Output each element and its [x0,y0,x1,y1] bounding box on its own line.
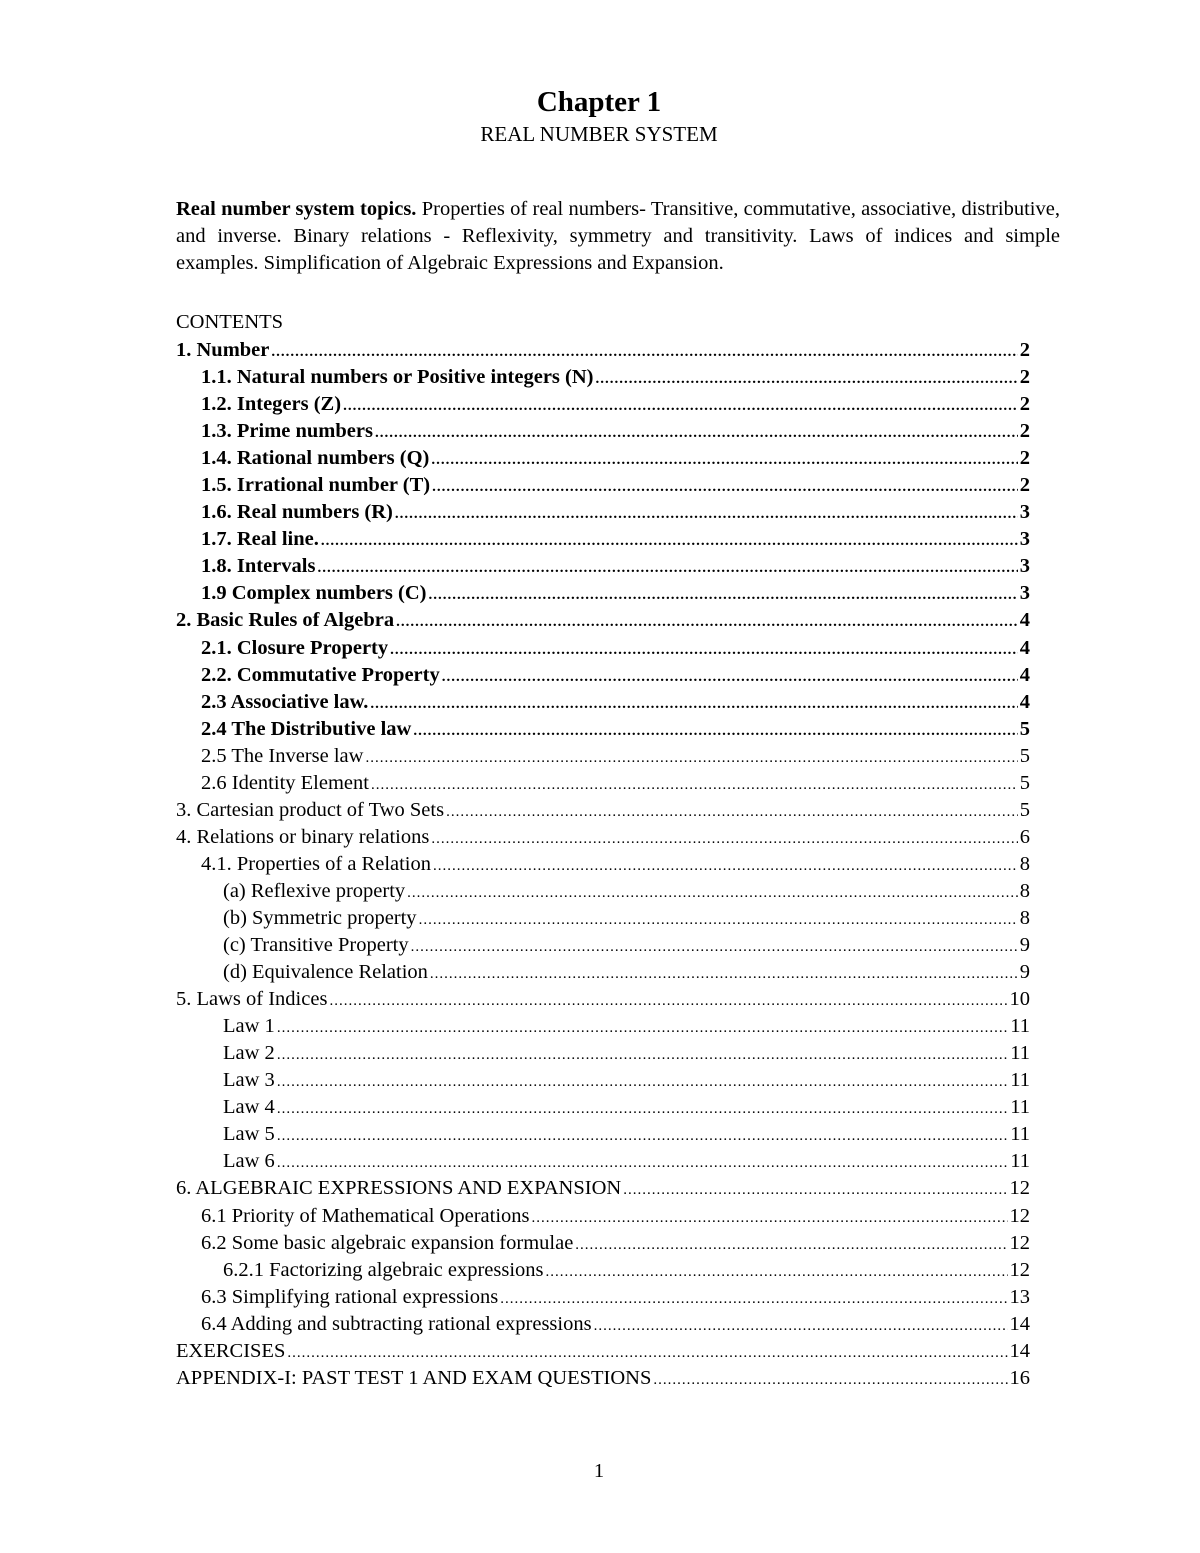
toc-entry-page: 6 [1019,825,1030,848]
intro-lead: Real number system topics. [176,197,417,220]
toc-entry-label: 1.8. Intervals [201,555,316,578]
toc-entry[interactable] [176,1148,1030,1175]
toc-dot-leader [431,826,1017,851]
toc-dot-leader [546,1259,1008,1284]
toc-dot-leader [594,1313,1008,1338]
toc-dot-leader [411,934,1018,959]
toc-dot-leader [446,799,1018,824]
toc-entry-page: 12 [1009,1204,1030,1227]
toc-entry-page: 3 [1019,501,1030,524]
toc-entry-page: 4 [1019,663,1030,686]
toc-entry-label: 2.2. Commutative Property [201,663,440,686]
toc-entry[interactable] [176,418,1030,445]
toc-entry[interactable] [176,932,1030,959]
toc-dot-leader [371,772,1018,797]
toc-entry-label: Law 3 [223,1069,275,1092]
toc-entry-label: Law 5 [223,1123,275,1146]
toc-entry-page: 4 [1019,636,1030,659]
toc-entry-label: 1.5. Irrational number (T) [201,474,431,497]
toc-entry-label: APPENDIX-I: PAST TEST 1 AND EXAM QUESTIONS [176,1366,652,1389]
toc-entry-page: 5 [1019,771,1030,794]
toc-entry-page: 5 [1019,717,1030,740]
toc-dot-leader [277,1150,1008,1175]
toc-entry[interactable] [176,1365,1030,1392]
toc-entry[interactable] [176,797,1030,824]
toc-entry[interactable] [176,1284,1030,1311]
toc-dot-leader [419,907,1018,932]
toc-entry[interactable] [176,553,1030,580]
toc-entry-page: 8 [1019,906,1030,929]
toc-entry[interactable] [176,337,1030,364]
toc-entry[interactable] [176,391,1030,418]
toc-entry-page: 4 [1019,690,1030,713]
toc-entry[interactable] [176,1338,1030,1365]
toc-dot-leader [277,1123,1008,1148]
toc-entry-label: 2.1. Closure Property [201,636,389,659]
toc-entry-page: 4 [1019,609,1030,632]
toc-entry[interactable] [176,878,1030,905]
chapter-title: Chapter 1 [536,86,662,118]
toc-entry-label: Law 2 [223,1042,275,1065]
toc-entry[interactable] [176,635,1030,662]
toc-dot-leader [431,447,1017,472]
toc-entry[interactable] [176,1013,1030,1040]
toc-entry-page: 10 [1009,988,1030,1011]
toc-entry-label: 2.6 Identity Element [201,771,369,794]
toc-dot-leader [432,474,1018,499]
toc-dot-leader [413,718,1017,743]
toc-dot-leader [277,1069,1008,1094]
toc-entry-label: 1.6. Real numbers (R) [201,501,393,524]
toc-entry[interactable] [176,905,1030,932]
toc-entry-label: (d) Equivalence Relation [223,961,428,984]
toc-entry-page: 3 [1019,555,1030,578]
toc-entry-page: 8 [1019,879,1030,902]
toc-dot-leader [390,637,1018,662]
page-number: 1 [593,1460,605,1482]
toc-dot-leader [396,609,1018,634]
toc-entry-label: 1.1. Natural numbers or Positive integers (N) [201,366,594,389]
toc-dot-leader [653,1367,1007,1392]
toc-entry[interactable] [176,1121,1030,1148]
toc-entry[interactable] [176,1257,1030,1284]
toc-entry-label: 6.4 Adding and subtracting rational expressions [201,1312,592,1335]
toc-dot-leader [271,339,1017,364]
toc-entry-label: Law 4 [223,1096,275,1119]
toc-entry[interactable] [176,716,1030,743]
toc-entry[interactable] [176,770,1030,797]
toc-entry[interactable] [176,743,1030,770]
toc-entry-label: 1.9 Complex numbers (C) [201,582,427,605]
toc-entry-label: (a) Reflexive property [223,879,406,902]
contents-heading: CONTENTS [176,311,284,333]
toc-dot-leader [407,880,1018,905]
toc-entry[interactable] [176,364,1030,391]
toc-entry-page: 3 [1019,528,1030,551]
toc-entry-label: 4.1. Properties of a Relation [201,852,432,875]
toc-entry-label: 2.3 Associative law. [201,690,369,713]
toc-dot-leader [532,1205,1008,1230]
toc-entry-label: (c) Transitive Property [223,934,409,957]
toc-dot-leader [321,528,1018,553]
toc-dot-leader [500,1286,1007,1311]
toc-entry[interactable] [176,959,1030,986]
toc-entry[interactable] [176,526,1030,553]
toc-entry-label: 6. ALGEBRAIC EXPRESSIONS AND EXPANSION [176,1177,622,1200]
toc-entry-label: 6.1 Priority of Mathematical Operations [201,1204,530,1227]
toc-entry[interactable] [176,607,1030,634]
toc-entry-page: 9 [1019,934,1030,957]
toc-entry-page: 2 [1019,474,1030,497]
toc-entry-page: 12 [1009,1258,1030,1281]
toc-dot-leader [277,1042,1008,1067]
toc-entry-label: 1.3. Prime numbers [201,420,373,443]
toc-entry[interactable] [176,1203,1030,1230]
toc-dot-leader [317,555,1017,580]
toc-entry-label: 4. Relations or binary relations [176,825,430,848]
toc-entry-page: 5 [1019,744,1030,767]
toc-entry[interactable] [176,689,1030,716]
toc-dot-leader [430,961,1018,986]
toc-entry-label: 3. Cartesian product of Two Sets [176,798,445,821]
chapter-intro [176,196,1060,277]
toc-entry-page: 2 [1019,366,1030,389]
toc-entry[interactable] [176,445,1030,472]
toc-dot-leader [277,1096,1008,1121]
toc-entry-label: 2.5 The Inverse law [201,744,364,767]
toc-dot-leader [429,582,1018,607]
toc-entry-page: 11 [1010,1015,1030,1038]
toc-entry[interactable] [176,1311,1030,1338]
toc-entry-page: 9 [1019,961,1030,984]
toc-entry-label: 5. Laws of Indices [176,988,328,1011]
toc-entry-label: 6.2 Some basic algebraic expansion formulae [201,1231,574,1254]
toc-dot-leader [375,420,1018,445]
toc-dot-leader [343,393,1018,418]
toc-entry[interactable] [176,1175,1030,1202]
toc-entry[interactable] [176,851,1030,878]
toc-entry[interactable] [176,1040,1030,1067]
toc-entry-page: 11 [1010,1042,1030,1065]
toc-entry[interactable] [176,472,1030,499]
intro-text: Properties of real numbers- Transitive, commutative, associative, distributive, and inverse. Binary relations - Reflexivity, symmetry and transitivity. Laws of indices and simple examples. Simplification of Algebraic Expressions and Expansion. [176,197,1060,274]
toc-entry-page: 3 [1019,582,1030,605]
toc-entry-label: 1.4. Rational numbers (Q) [201,447,430,470]
toc-dot-leader [595,366,1017,391]
toc-dot-leader [287,1340,1007,1365]
toc-dot-leader [575,1232,1007,1257]
toc-entry[interactable] [176,986,1030,1013]
toc-entry-page: 12 [1009,1177,1030,1200]
toc-entry-label: 2. Basic Rules of Algebra [176,609,395,632]
toc-dot-leader [329,988,1007,1013]
toc-dot-leader [365,745,1017,770]
toc-entry[interactable] [176,662,1030,689]
toc-entry-page: 14 [1009,1339,1030,1362]
toc-dot-leader [370,691,1017,716]
toc-entry-label: 6.3 Simplifying rational expressions [201,1285,499,1308]
toc-entry-page: 13 [1009,1285,1030,1308]
toc-dot-leader [623,1177,1007,1202]
toc-entry-page: 11 [1010,1069,1030,1092]
chapter-subtitle: REAL NUMBER SYSTEM [480,122,718,146]
toc-entry-page: 2 [1019,393,1030,416]
toc-entry[interactable] [176,499,1030,526]
toc-dot-leader [277,1015,1008,1040]
toc-entry-label: (b) Symmetric property [223,906,417,929]
toc-entry-page: 5 [1019,798,1030,821]
toc-entry-label: EXERCISES [176,1339,286,1362]
toc-entry-page: 14 [1009,1312,1030,1335]
toc-entry-label: 2.4 The Distributive law [201,717,412,740]
toc-entry[interactable] [176,580,1030,607]
toc-entry[interactable] [176,1230,1030,1257]
toc-entry-label: 6.2.1 Factorizing algebraic expressions [223,1258,544,1281]
toc-entry-page: 8 [1019,852,1030,875]
toc-entry-page: 2 [1019,447,1030,470]
toc-entry[interactable] [176,1067,1030,1094]
toc-entry-page: 11 [1010,1150,1030,1173]
toc-entry-page: 2 [1019,420,1030,443]
toc-dot-leader [433,853,1018,878]
toc-entry-label: Law 6 [223,1150,275,1173]
table-of-contents [176,337,1030,1392]
toc-entry-label: 1.7. Real line. [201,528,319,551]
toc-dot-leader [442,664,1018,689]
toc-entry-page: 11 [1010,1123,1030,1146]
toc-entry-page: 12 [1009,1231,1030,1254]
toc-entry-page: 11 [1010,1096,1030,1119]
toc-entry-label: 1. Number [176,339,270,361]
toc-entry[interactable] [176,1094,1030,1121]
toc-entry-label: 1.2. Integers (Z) [201,393,342,416]
toc-entry-page: 16 [1009,1366,1030,1389]
toc-entry[interactable] [176,824,1030,851]
toc-entry-page: 2 [1019,339,1030,361]
toc-entry-label: Law 1 [223,1015,275,1038]
toc-dot-leader [395,501,1018,526]
